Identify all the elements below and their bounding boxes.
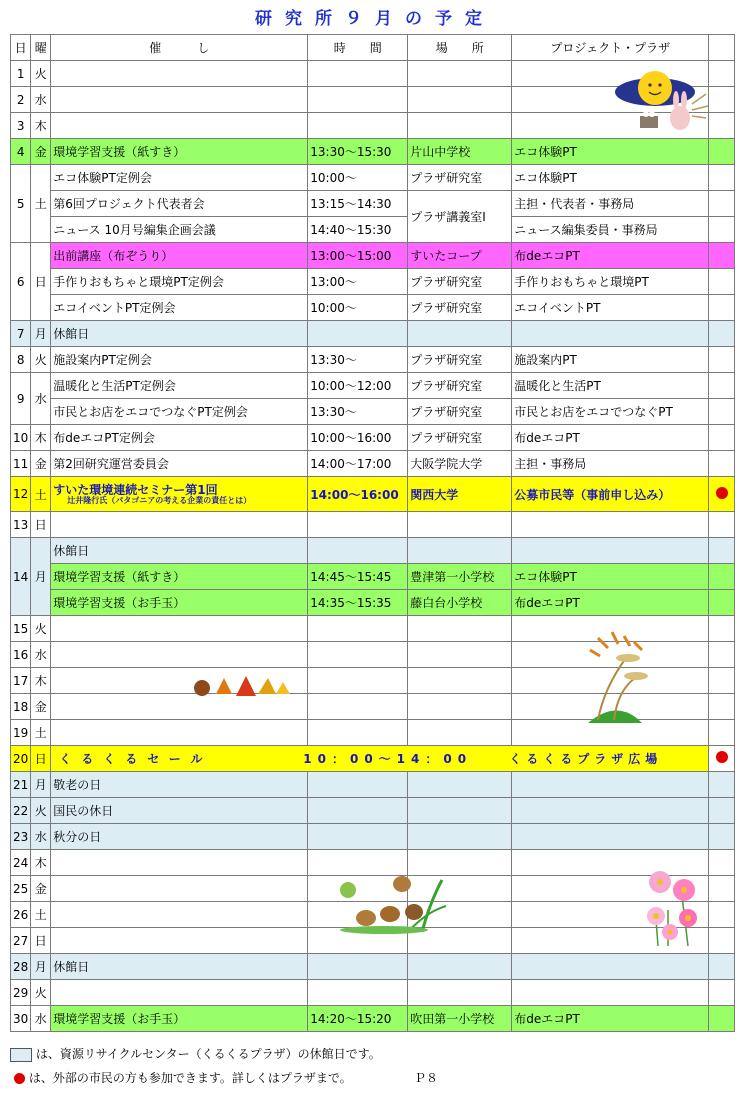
day-cell: 26 xyxy=(11,902,31,928)
autumn-leaves-icon xyxy=(186,672,292,702)
day-cell: 8 xyxy=(11,347,31,373)
header-row xyxy=(11,35,735,61)
day-cell: 23 xyxy=(11,824,31,850)
insect-concert-icon xyxy=(338,872,448,934)
seminar-subtitle: 辻井隆行氏（パタゴニアの考える企業の責任とは） xyxy=(67,495,252,505)
header-pt: プロジェクト・プラザ xyxy=(512,35,709,61)
moon-rabbit-icon xyxy=(610,68,710,136)
pt-cell: 温暖化と生活PT xyxy=(512,373,709,399)
table-row xyxy=(11,373,735,399)
weekday-cell: 土 xyxy=(31,902,51,928)
time-cell: 13:30～ xyxy=(308,399,408,425)
red-dot-icon xyxy=(716,487,728,499)
event-cell: エコ体験PT定例会 xyxy=(51,165,308,191)
event-cell: 休館日 xyxy=(51,321,308,347)
event-cell: 手作りおもちゃと環境PT定例会 xyxy=(51,269,308,295)
weekday-cell: 金 xyxy=(31,139,51,165)
time-cell: 13:00～15:00 xyxy=(308,243,408,269)
event-cell: 布deエコPT定例会 xyxy=(51,425,308,451)
table-row xyxy=(11,165,735,191)
weekday-cell: 木 xyxy=(31,668,51,694)
table-row xyxy=(11,321,735,347)
weekday-cell: 金 xyxy=(31,876,51,902)
table-row xyxy=(11,590,735,616)
event-cell: 環境学習支援（紙すき） xyxy=(51,564,308,590)
place-cell: 関西大学 xyxy=(408,477,512,512)
day-cell: 16 xyxy=(11,642,31,668)
day-cell: 21 xyxy=(11,772,31,798)
table-row xyxy=(11,243,735,269)
page-number: Ｐ８ xyxy=(414,1071,439,1085)
weekday-cell: 木 xyxy=(31,425,51,451)
weekday-cell: 火 xyxy=(31,347,51,373)
header-place: 場 所 xyxy=(408,35,512,61)
time-cell: 14:00～17:00 xyxy=(308,451,408,477)
day-cell: 13 xyxy=(11,512,31,538)
pt-cell: 布deエコPT xyxy=(512,590,709,616)
table-row xyxy=(11,824,735,850)
place-cell: 藤白台小学校 xyxy=(408,590,512,616)
pt-cell: 布deエコPT xyxy=(512,425,709,451)
day-cell: 4 xyxy=(11,139,31,165)
table-row xyxy=(11,772,735,798)
pt-cell: エコ体験PT xyxy=(512,564,709,590)
weekday-cell: 金 xyxy=(31,694,51,720)
event-cell: 環境学習支援（お手玉） xyxy=(51,590,308,616)
pt-cell: エコ体験PT xyxy=(512,139,709,165)
place-cell: プラザ研究室 xyxy=(408,165,512,191)
place-cell: 豊津第一小学校 xyxy=(408,564,512,590)
day-cell: 30 xyxy=(11,1006,31,1032)
pt-cell: 主担・事務局 xyxy=(512,451,709,477)
day-cell: 25 xyxy=(11,876,31,902)
time-cell: 10:00～12:00 xyxy=(308,373,408,399)
table-row xyxy=(11,1006,735,1032)
event-cell: 市民とお店をエコでつなぐPT定例会 xyxy=(51,399,308,425)
time-cell: 13:15～14:30 xyxy=(308,191,408,217)
table-row xyxy=(11,798,735,824)
table-row xyxy=(11,746,735,772)
event-cell xyxy=(51,477,308,512)
event-cell: 国民の休日 xyxy=(51,798,308,824)
place-cell: プラザ研究室 xyxy=(408,347,512,373)
time-cell: 13:30～15:30 xyxy=(308,139,408,165)
seminar-title: すいた環境連続セミナー第1回 xyxy=(53,482,218,497)
weekday-cell: 日 xyxy=(31,746,51,772)
weekday-cell: 土 xyxy=(31,165,51,243)
event-cell: 出前講座（布ぞうり） xyxy=(51,243,308,269)
day-cell: 7 xyxy=(11,321,31,347)
sale-name: くるくるセール xyxy=(59,752,213,766)
day-cell: 3 xyxy=(11,113,31,139)
table-row xyxy=(11,191,735,217)
red-dot-icon xyxy=(716,751,728,763)
day-cell: 9 xyxy=(11,373,31,425)
weekday-cell: 月 xyxy=(31,772,51,798)
header-time: 時 間 xyxy=(308,35,408,61)
legend-public xyxy=(14,1069,352,1086)
public-mark xyxy=(709,477,735,512)
day-cell: 18 xyxy=(11,694,31,720)
red-dot-icon xyxy=(14,1073,25,1084)
table-row xyxy=(11,347,735,373)
time-cell: 10:00～ xyxy=(308,295,408,321)
day-cell: 24 xyxy=(11,850,31,876)
pt-cell: 市民とお店をエコでつなぐPT xyxy=(512,399,709,425)
event-cell: 環境学習支援（紙すき） xyxy=(51,139,308,165)
cosmos-flowers-icon xyxy=(638,860,708,950)
time-cell: 10:00～ xyxy=(308,165,408,191)
time-cell: 14:00～16:00 xyxy=(308,477,408,512)
pt-cell: エコイベントPT xyxy=(512,295,709,321)
place-cell: 大阪学院大学 xyxy=(408,451,512,477)
header-day: 日 xyxy=(11,35,31,61)
table-row xyxy=(11,217,735,243)
place-cell: すいたコープ xyxy=(408,243,512,269)
event-cell: 休館日 xyxy=(51,538,308,564)
weekday-cell: 月 xyxy=(31,538,51,616)
weekday-cell: 日 xyxy=(31,928,51,954)
time-cell: 14:35～15:35 xyxy=(308,590,408,616)
place-cell: プラザ研究室 xyxy=(408,269,512,295)
day-cell: 20 xyxy=(11,746,31,772)
weekday-cell: 木 xyxy=(31,113,51,139)
event-cell: エコイベントPT定例会 xyxy=(51,295,308,321)
time-cell: 14:45～15:45 xyxy=(308,564,408,590)
day-cell: 15 xyxy=(11,616,31,642)
day-cell: 11 xyxy=(11,451,31,477)
event-cell: 第2回研究運営委員会 xyxy=(51,451,308,477)
weekday-cell: 土 xyxy=(31,477,51,512)
day-cell: 2 xyxy=(11,87,31,113)
place-cell: プラザ研究室 xyxy=(408,399,512,425)
header-mark xyxy=(709,35,735,61)
sale-time: 10：00～14：00 xyxy=(303,752,473,766)
weekday-cell: 水 xyxy=(31,642,51,668)
time-cell: 14:40～15:30 xyxy=(308,217,408,243)
table-row xyxy=(11,451,735,477)
day-cell: 17 xyxy=(11,668,31,694)
place-cell: 吹田第一小学校 xyxy=(408,1006,512,1032)
weekday-cell: 火 xyxy=(31,798,51,824)
legend-closed xyxy=(10,1045,381,1062)
time-cell: 13:00～ xyxy=(308,269,408,295)
table-row xyxy=(11,269,735,295)
weekday-cell: 水 xyxy=(31,373,51,425)
table-row xyxy=(11,139,735,165)
place-cell: プラザ研究室 xyxy=(408,373,512,399)
weekday-cell: 水 xyxy=(31,87,51,113)
event-cell: ニュース 10月号編集企画会議 xyxy=(51,217,308,243)
pt-cell: 手作りおもちゃと環境PT xyxy=(512,269,709,295)
day-cell: 22 xyxy=(11,798,31,824)
event-cell: 休館日 xyxy=(51,954,308,980)
place-cell: プラザ研究室 xyxy=(408,295,512,321)
table-row xyxy=(11,954,735,980)
closed-swatch xyxy=(10,1048,32,1062)
pt-cell: 公募市民等（事前申し込み） xyxy=(512,477,709,512)
weekday-cell: 日 xyxy=(31,512,51,538)
weekday-cell: 木 xyxy=(31,850,51,876)
place-cell: プラザ研究室 xyxy=(408,425,512,451)
table-row xyxy=(11,538,735,564)
event-cell: 施設案内PT定例会 xyxy=(51,347,308,373)
sale-place: くるくるプラザ広場 xyxy=(509,752,663,766)
day-cell: 10 xyxy=(11,425,31,451)
public-mark xyxy=(709,746,735,772)
event-cell: 秋分の日 xyxy=(51,824,308,850)
table-row xyxy=(11,512,735,538)
place-cell: プラザ講義室Ⅰ xyxy=(408,191,512,243)
weekday-cell: 月 xyxy=(31,954,51,980)
table-row xyxy=(11,399,735,425)
event-cell: 第6回プロジェクト代表者会 xyxy=(51,191,308,217)
page-title: 研究所９月の予定 xyxy=(255,9,495,29)
day-cell: 28 xyxy=(11,954,31,980)
day-cell: 6 xyxy=(11,243,31,321)
event-cell: 環境学習支援（お手玉） xyxy=(51,1006,308,1032)
pt-cell: エコ体験PT xyxy=(512,165,709,191)
day-cell: 1 xyxy=(11,61,31,87)
pt-cell: 主担・代表者・事務局 xyxy=(512,191,709,217)
table-row xyxy=(11,980,735,1006)
time-cell: 10:00～16:00 xyxy=(308,425,408,451)
header-weekday: 曜 xyxy=(31,35,51,61)
pt-cell: ニュース編集委員・事務局 xyxy=(512,217,709,243)
time-cell: 13:30～ xyxy=(308,347,408,373)
table-row xyxy=(11,477,735,512)
table-row xyxy=(11,425,735,451)
weekday-cell: 火 xyxy=(31,980,51,1006)
weekday-cell: 火 xyxy=(31,61,51,87)
weekday-cell: 土 xyxy=(31,720,51,746)
weekday-cell: 日 xyxy=(31,243,51,321)
event-cell: 敬老の日 xyxy=(51,772,308,798)
legend-closed-text: は、資源リサイクルセンター（くるくるプラザ）の休館日です。 xyxy=(35,1047,381,1061)
day-cell: 12 xyxy=(11,477,31,512)
day-cell: 27 xyxy=(11,928,31,954)
pt-cell: 施設案内PT xyxy=(512,347,709,373)
event-cell: 温暖化と生活PT定例会 xyxy=(51,373,308,399)
weekday-cell: 火 xyxy=(31,616,51,642)
header-event: 催 し xyxy=(51,35,308,61)
weekday-cell: 水 xyxy=(31,824,51,850)
pt-cell: 布deエコPT xyxy=(512,243,709,269)
sale-banner xyxy=(51,746,709,772)
table-row xyxy=(11,564,735,590)
day-cell: 19 xyxy=(11,720,31,746)
time-cell: 14:20～15:20 xyxy=(308,1006,408,1032)
weekday-cell: 月 xyxy=(31,321,51,347)
weekday-cell: 金 xyxy=(31,451,51,477)
table-row xyxy=(11,295,735,321)
day-cell: 29 xyxy=(11,980,31,1006)
pampas-grass-icon xyxy=(578,628,650,728)
pt-cell: 布deエコPT xyxy=(512,1006,709,1032)
legend-public-text: は、外部の市民の方も参加できます。詳しくはプラザまで。 xyxy=(28,1071,352,1085)
day-cell: 14 xyxy=(11,538,31,616)
day-cell: 5 xyxy=(11,165,31,243)
weekday-cell: 水 xyxy=(31,1006,51,1032)
place-cell: 片山中学校 xyxy=(408,139,512,165)
